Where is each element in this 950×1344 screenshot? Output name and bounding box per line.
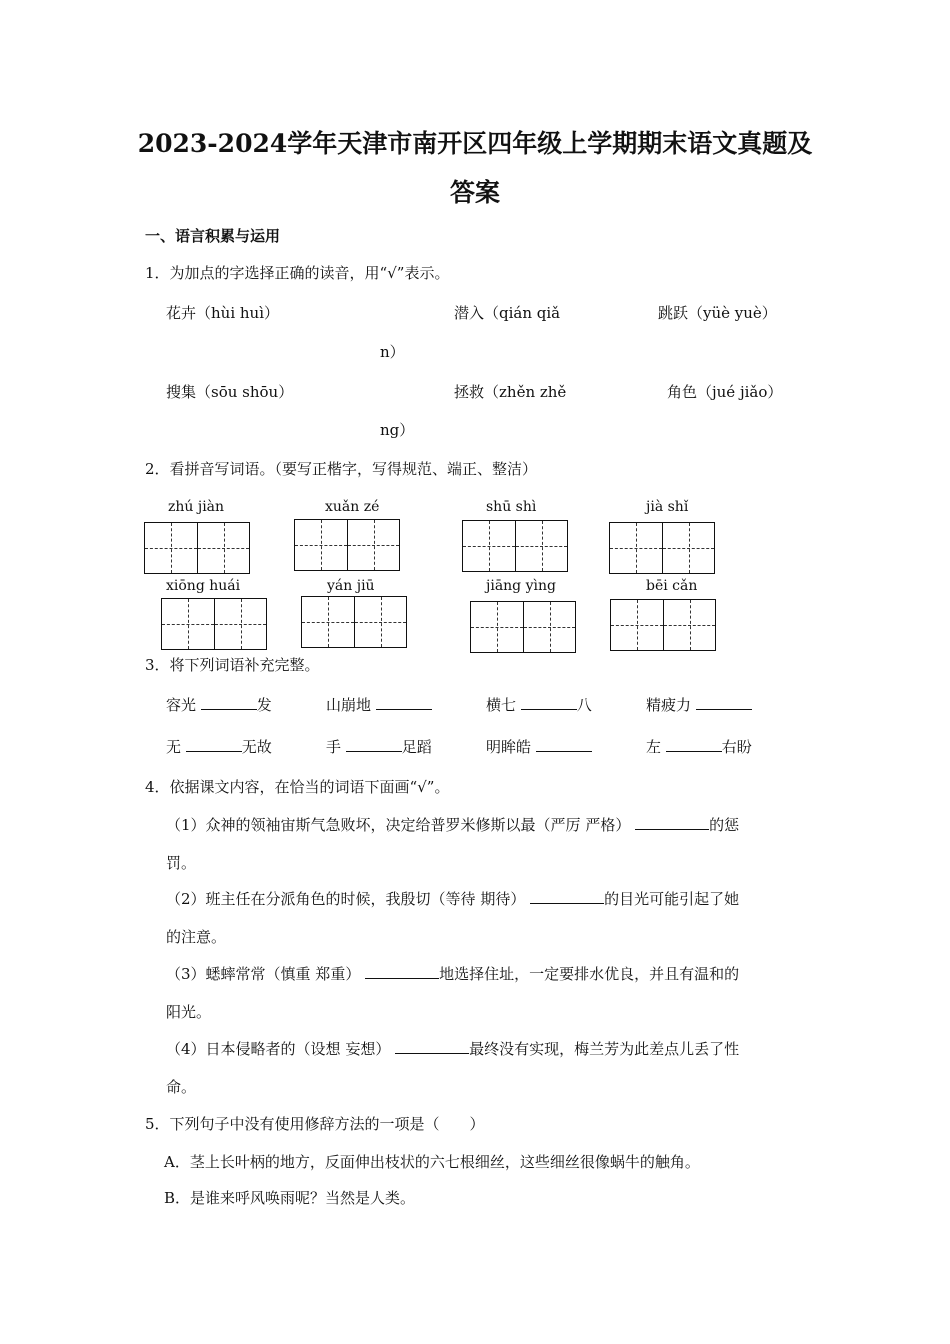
q1-item: 潜入（qián qiǎ — [454, 304, 561, 322]
q3-item: 横七 八 — [486, 696, 592, 714]
q3-item: 精疲力 — [646, 694, 752, 715]
q5-option-a[interactable]: A．茎上长叶柄的地方，反面伸出枝状的六七根细丝，这些细丝很像蜗牛的触角。 — [164, 1153, 700, 1171]
q3-item: 左 右盼 — [646, 738, 752, 756]
q1-item: 拯救（zhěn zhě — [454, 383, 567, 401]
fill-blank[interactable] — [521, 695, 577, 710]
q1-item-cont: n） — [380, 343, 405, 361]
section-heading: 一、语言积累与运用 — [145, 227, 281, 245]
pinyin-label: bēi cǎn — [646, 578, 698, 594]
fill-blank[interactable] — [666, 737, 722, 752]
writing-grid[interactable] — [609, 522, 715, 574]
q4-stem: 4．依据课文内容，在恰当的词语下面画“√”。 — [145, 778, 450, 796]
q3-stem: 3．将下列词语补充完整。 — [145, 656, 320, 674]
pinyin-label: zhú jiàn — [168, 499, 225, 515]
q4-item-line: （3）蟋蟀常常（慎重 郑重） 地选择住址，一定要排水优良，并且有温和的 — [166, 965, 740, 983]
q4-item-line: （1）众神的领袖宙斯气急败坏，决定给普罗米修斯以最（严厉 严格） 的惩 — [166, 816, 740, 834]
q1-item-cont: ng） — [380, 421, 415, 439]
q4-item-line: （4）日本侵略者的（设想 妄想） 最终没有实现，梅兰芳为此差点儿丢了性 — [166, 1040, 740, 1058]
fill-blank[interactable] — [365, 964, 439, 979]
q3-item: 明眸皓 — [486, 736, 592, 757]
page-title-line2: 答案 — [449, 178, 500, 207]
q3-item: 手 足蹈 — [326, 738, 432, 756]
writing-grid[interactable] — [294, 519, 400, 571]
q4-item-cont: 的注意。 — [166, 928, 227, 946]
fill-blank[interactable] — [696, 695, 752, 710]
writing-grid[interactable] — [301, 596, 407, 648]
q5-option-b[interactable]: B．是谁来呼风唤雨呢？当然是人类。 — [164, 1189, 416, 1207]
writing-grid[interactable] — [610, 599, 716, 651]
q4-item-cont: 罚。 — [166, 854, 197, 872]
q3-item: 容光 发 — [166, 696, 272, 714]
pinyin-label: jià shǐ — [646, 499, 689, 515]
writing-grid[interactable] — [144, 522, 250, 574]
fill-blank[interactable] — [635, 815, 709, 830]
q1-stem: 1．为加点的字选择正确的读音，用“√”表示。 — [145, 264, 450, 282]
fill-blank[interactable] — [376, 695, 432, 710]
page-title-line1: 2023-2024学年天津市南开区四年级上学期期末语文真题及 — [137, 129, 813, 158]
q1-item: 花卉（hùi huì） — [166, 304, 280, 322]
q4-item-cont: 命。 — [166, 1078, 197, 1096]
pinyin-label: xuǎn zé — [325, 499, 380, 515]
writing-grid[interactable] — [161, 598, 267, 650]
q1-item: 角色（jué jiǎo） — [667, 383, 783, 401]
pinyin-label: xiōng huái — [166, 578, 241, 594]
fill-blank[interactable] — [395, 1039, 469, 1054]
q4-item-line: （2）班主任在分派角色的时候，我殷切（等待 期待） 的目光可能引起了她 — [166, 890, 740, 908]
fill-blank[interactable] — [201, 695, 257, 710]
q4-item-cont: 阳光。 — [166, 1003, 212, 1021]
q3-item: 山崩地 — [326, 694, 432, 715]
pinyin-label: yán jiū — [327, 578, 375, 594]
pinyin-label: jiāng yìng — [486, 578, 556, 594]
fill-blank[interactable] — [530, 889, 604, 904]
writing-grid[interactable] — [462, 520, 568, 572]
pinyin-label: shū shì — [486, 499, 537, 515]
fill-blank[interactable] — [186, 737, 242, 752]
writing-grid[interactable] — [470, 601, 576, 653]
q5-stem: 5．下列句子中没有使用修辞方法的一项是（ ） — [145, 1115, 485, 1133]
fill-blank[interactable] — [536, 737, 592, 752]
fill-blank[interactable] — [346, 737, 402, 752]
q2-stem: 2．看拼音写词语。（要写正楷字，写得规范、端正、整洁） — [145, 460, 538, 478]
q1-item: 搜集（sōu shōu） — [166, 383, 294, 401]
q3-item: 无 无故 — [166, 738, 272, 756]
q1-item: 跳跃（yüè yuè） — [658, 304, 777, 322]
